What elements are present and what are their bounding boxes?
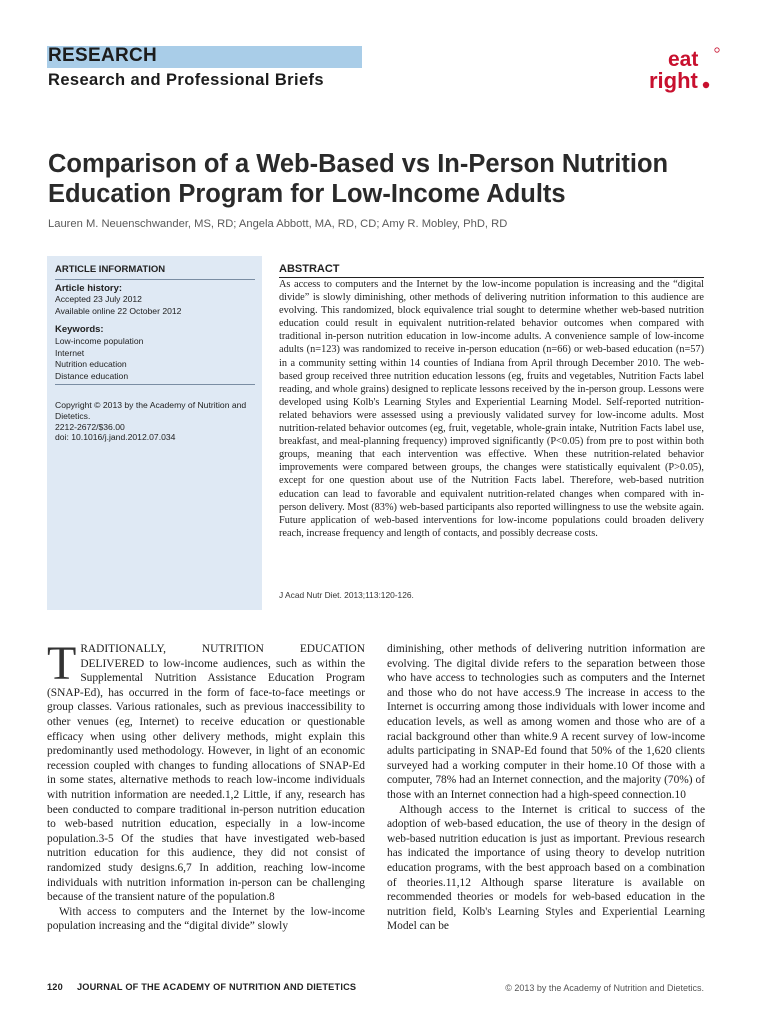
history-list bbox=[55, 294, 181, 317]
history-accepted: Accepted 23 July 2012 bbox=[55, 294, 142, 304]
journal-citation: J Acad Nutr Diet. 2013;113:120-126. bbox=[279, 590, 414, 600]
keyword-item: Low-income population bbox=[55, 336, 144, 346]
keyword-item: Nutrition education bbox=[55, 359, 127, 369]
body-column-right bbox=[387, 642, 705, 934]
drop-cap: T bbox=[47, 637, 77, 690]
footer-copyright: © 2013 by the Academy of Nutrition and Dietetics. bbox=[505, 983, 704, 993]
body-column-left bbox=[47, 637, 365, 934]
footer-left bbox=[47, 982, 356, 992]
article-info-heading: ARTICLE INFORMATION bbox=[55, 264, 166, 275]
doi-link[interactable]: doi: 10.1016/j.jand.2012.07.034 bbox=[55, 432, 176, 443]
author-list: Lauren M. Neuenschwander, MS, RD; Angela Abbott, MA, RD, CD; Amy R. Mobley, PhD, RD bbox=[48, 218, 508, 230]
divider bbox=[55, 384, 255, 385]
body-paragraph: diminishing, other methods of delivering nutrition information are evolving. The digital divide refers to the separation between those who have access to technologies such as computers and the Internet and those who do not have access.9 The increase in access to the Internet is occurring among those individuals with lower income and education levels, as well as among women and those who are of a racial background other than white.9 A recent survey of low-income adults participating in SNAP-Ed found that 50% of the 1,620 clients surveyed had a working computer in their home.10 Of those with a computer, 78% had an Internet connection, and the majority (70%) of those with an Internet connection had a high-speed connection.10 bbox=[387, 643, 705, 801]
keywords-list bbox=[55, 336, 143, 382]
abstract-text: As access to computers and the Internet by the low-income population is increasing and the “digital divide” is slowly diminishing, other methods of delivering nutrition information to this audience are evolving. This randomized, block equivalence trial sought to determine whether web-based nutrition education could result in equivalent nutrition-related behavior outcomes when compared with traditional in-person nutrition education in low-income adults. A convenience sample of low-income adults (n=123) was randomized to receive in-person education (n=66) or web-based education (n=57) in a community setting within 14 counties of Indiana from April through December 2010. The web-based group received three nutrition education lessons (eg, fruits and vegetables, Nutrition Facts label reading, and whole grains) designed to replicate lessons received by the in-person group. Lessons were developed using Kolb's Learning Styles and Experiential Learning Model. Self-reported nutrition-related behaviors were assessed using a previously validated survey for low-income adults. Most nutrition-related behavior outcomes (eg, fruit, vegetable, whole-grain intake, Nutrition Facts label use, breakfast, and meal-planning frequency) improved significantly (P<0.05) from pre to post within both groups, meaning that each intervention was effective. When these nutrition-related behavior improvements were compared between groups, the changes were statistically equivalent (P>0.05), except for one question about use of the Nutrition Facts label. Therefore, web-based nutrition education can lead to favorable and equivalent nutrition-related changes when compared with in-person delivery. Most (83%) web-based participants also reported willingness to use the website again. Future application of web-based interventions for low-income populations could broaden delivery reach, increase frequency and length of contacts, and possibly decrease costs. bbox=[279, 279, 704, 539]
body-paragraph: Although access to the Internet is critical to success of the adoption of web-based education, the use of theory in the design of web-based nutrition education is just as important. Previous research has indicated the importance of using theory to develop nutrition education programs, with the best approach based on a combination of theories.11,12 Although sparse literature is available on recommended theories or models for web-based education in the nutrition field, Kolb's Learning Styles and Experiential Learning Model can be bbox=[387, 803, 705, 933]
keyword-item: Distance education bbox=[55, 370, 129, 381]
section-label: RESEARCH bbox=[48, 45, 158, 66]
svg-text:eat: eat bbox=[668, 48, 699, 71]
eat-right-logo bbox=[648, 44, 724, 94]
body-paragraph: With access to computers and the Internet by the low-income population increasing and the “digital divide” slowly bbox=[47, 905, 365, 933]
keywords-label: Keywords: bbox=[55, 324, 104, 335]
article-title: Comparison of a Web-Based vs In-Person Nutrition Education Program for Low-Income Adults bbox=[48, 150, 669, 208]
abstract-heading: ABSTRACT bbox=[279, 263, 340, 275]
page-number: 120 bbox=[47, 982, 63, 992]
history-label: Article history: bbox=[55, 283, 123, 294]
paragraph-text: RADITIONALLY, NUTRITION EDUCATION DELIVERED to low-income audiences, such as within the Supplemental Nutrition Assistance Education Program (SNAP-Ed), has occurred in the form of face-to-face meetings or group classes. Various rationales, such as previous inaccessibility to other venues (eg, Internet) to receive education or questionable efficacy when using other delivery methods, might explain this predominantly used methodology. However, in light of an economic recession coupled with changes to funding allocations of SNAP-Ed in some states, alternative methods to reach low-income individuals with nutrition information are needed.1,2 Little, if any, research has been conducted to compare traditional in-person nutrition education to web-based nutrition education, especially in a low-income population.3-5 Of the studies that have investigated web-based nutrition education for this audience, they did not consist of randomized study designs.6,7 In addition, reaching low-income individuals with nutrition information in-person can be challenging because of the transient nature of the population.8 bbox=[47, 643, 365, 904]
issn-line: 2212-2672/$36.00 bbox=[55, 421, 125, 432]
body-paragraph bbox=[47, 637, 365, 905]
divider bbox=[55, 279, 255, 280]
svg-text:right: right bbox=[649, 68, 698, 93]
copyright-line: Copyright © 2013 by the Academy of Nutrition and Dietetics. bbox=[55, 400, 247, 421]
article-info-box bbox=[47, 256, 262, 610]
copyright-block bbox=[55, 400, 255, 443]
history-online: Available online 22 October 2012 bbox=[55, 305, 182, 316]
subsection-label: Research and Professional Briefs bbox=[48, 71, 324, 89]
keyword-item: Internet bbox=[55, 347, 85, 358]
journal-name: JOURNAL OF THE ACADEMY OF NUTRITION AND DIETETICS bbox=[76, 982, 357, 992]
